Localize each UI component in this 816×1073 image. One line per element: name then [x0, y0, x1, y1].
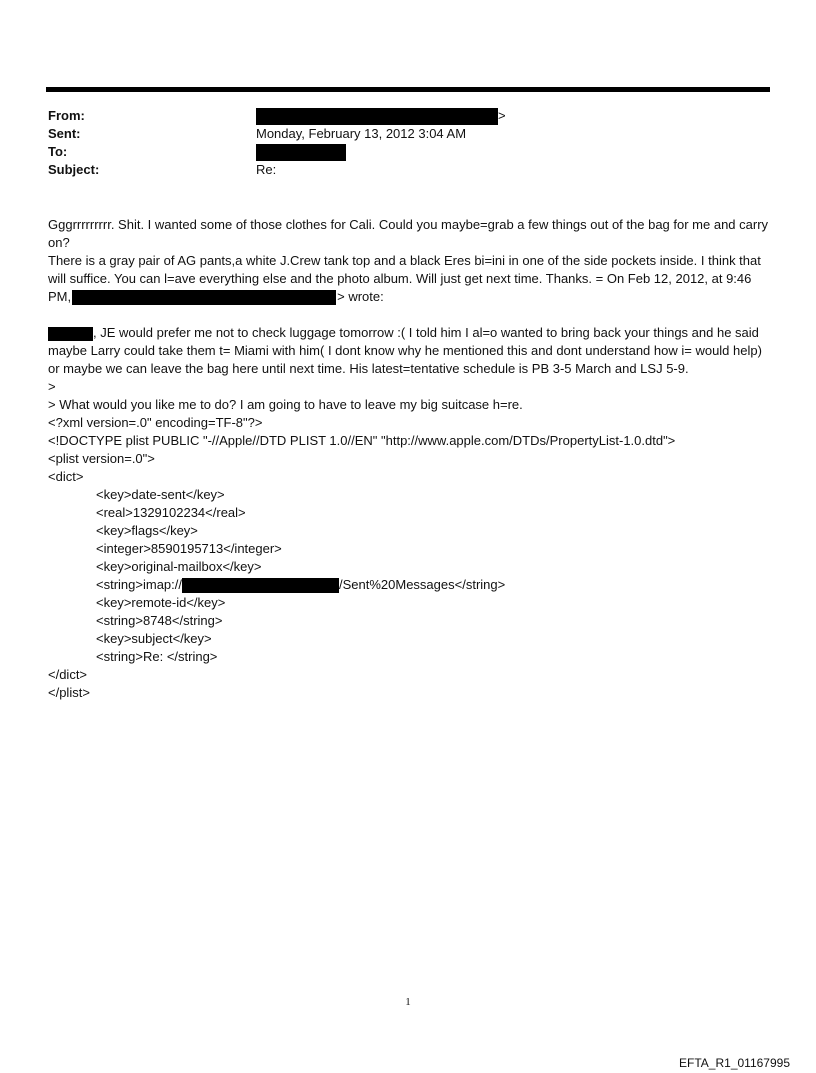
redaction-box	[182, 578, 339, 593]
body-paragraph-1: Gggrrrrrrrrr. Shit. I wanted some of those clothes for Cali. Could you maybe=grab a few things out of the bag for me and carry on?	[48, 217, 769, 250]
to-label: To:	[48, 144, 68, 159]
xml-line: <dict>	[48, 469, 84, 484]
subject-value: Re:	[256, 162, 277, 177]
body-paragraph-3	[48, 324, 770, 378]
to-value	[256, 143, 346, 161]
quote-marker: >	[48, 379, 56, 394]
from-suffix: >	[498, 108, 506, 123]
imap-line	[48, 576, 770, 594]
dict-line: <string>8748</string>	[96, 613, 223, 628]
sent-label: Sent:	[48, 126, 81, 141]
body-paragraph-2	[48, 252, 770, 306]
dict-line: <key>remote-id</key>	[96, 595, 226, 610]
redaction-box	[256, 108, 498, 125]
wrote-text: > wrote:	[337, 289, 384, 304]
xml-close-line: </plist>	[48, 685, 90, 700]
from-label: From:	[48, 108, 85, 123]
quoted-question: > What would you like me to do? I am going to have to leave my big suitcase h=re.	[48, 397, 523, 412]
imap-prefix: <string>imap://	[96, 577, 182, 592]
document-id: EFTA_R1_01167995	[679, 1056, 790, 1070]
body-paragraph-3-text: , JE would prefer me not to check luggage tomorrow :( I told him I al=o wanted to bring back your things and he said maybe Larry could take them t= Miami with him( I dont know why he mentioned this and dont understand how i= would help) or maybe we can leave the bag here until next time. His latest=tentative schedule is PB 3-5 March and LSJ 5-9.	[48, 325, 762, 376]
dict-line: <key>original-mailbox</key>	[96, 559, 262, 574]
sent-value: Monday, February 13, 2012 3:04 AM	[256, 126, 467, 141]
redaction-box	[256, 144, 346, 161]
redaction-box	[48, 327, 93, 341]
dict-line: <key>flags</key>	[96, 523, 198, 538]
dict-line: <key>date-sent</key>	[96, 487, 225, 502]
dict-line: <string>Re: </string>	[96, 649, 218, 664]
xml-line: <!DOCTYPE plist PUBLIC "-//Apple//DTD PLIST 1.0//EN" "http://www.apple.com/DTDs/PropertyList-1.0.dtd">	[48, 433, 676, 448]
xml-close-line: </dict>	[48, 667, 88, 682]
subject-label: Subject:	[48, 162, 100, 177]
xml-line: <?xml version=.0" encoding=TF-8"?>	[48, 415, 263, 430]
top-rule	[46, 87, 770, 92]
xml-line: <plist version=.0">	[48, 451, 155, 466]
body-paragraph-2-text: There is a gray pair of AG pants,a white J.Crew tank top and a black Eres bi=ini in one of the side pockets inside. I think that will suffice. You can l=ave everything else and the photo album. Will just get next time. Thanks. = On Feb 12, 2012, at 9:46 PM,	[48, 253, 761, 304]
dict-line: <key>subject</key>	[96, 631, 212, 646]
dict-line: <integer>8590195713</integer>	[96, 541, 282, 556]
imap-suffix: /Sent%20Messages</string>	[339, 577, 506, 592]
redaction-box	[72, 290, 336, 305]
dict-line: <real>1329102234</real>	[96, 505, 246, 520]
from-value	[256, 107, 506, 125]
email-body	[48, 216, 770, 702]
page-number: 1	[405, 996, 411, 1008]
